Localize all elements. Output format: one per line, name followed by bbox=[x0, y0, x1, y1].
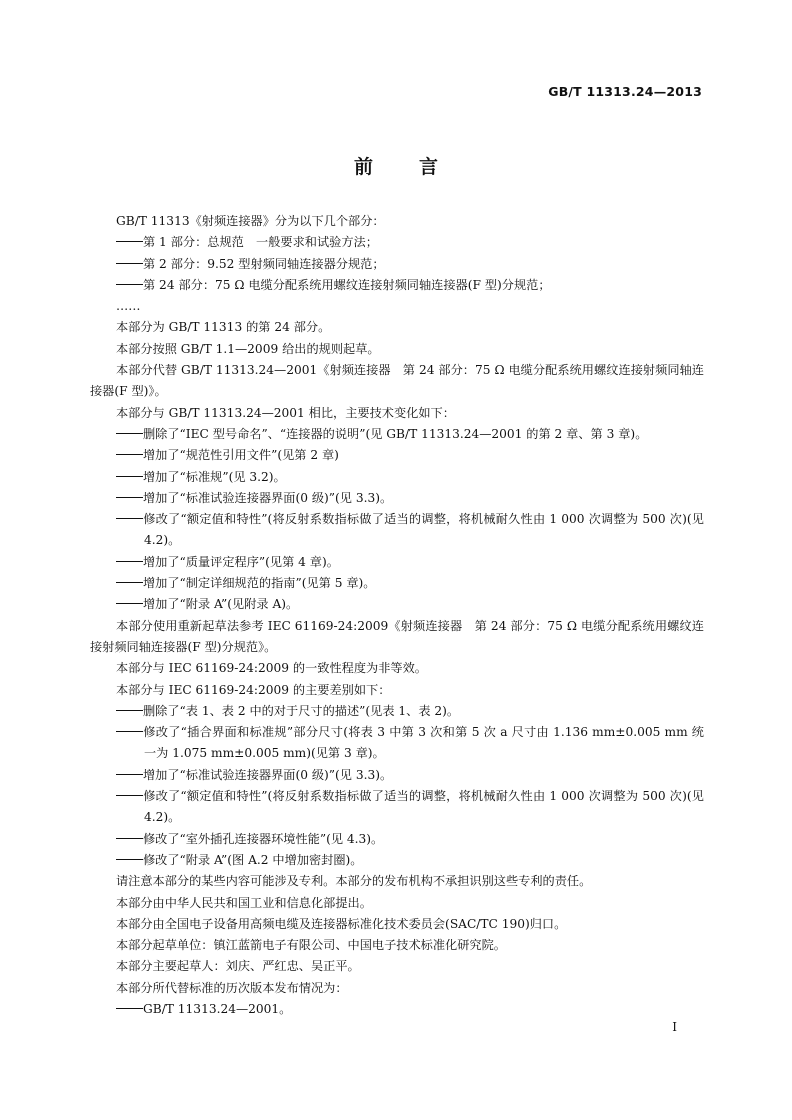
list-item: 修改了“额定值和特性”(将反射系数指标做了适当的调整，将机械耐久性由 1 000 次调整为 500 次)(见 4.2)。 bbox=[116, 786, 704, 829]
list-item: 删除了“IEC 型号命名”、“连接器的说明”(见 GB/T 11313.24—2001 的第 2 章、第 3 章)。 bbox=[116, 424, 704, 445]
list-item: 增加了“制定详细规范的指南”(见第 5 章)。 bbox=[116, 573, 704, 594]
paragraph: 本部分所代替标准的历次版本发布情况为： bbox=[116, 980, 348, 995]
list-item: 增加了“标准试验连接器界面(0 级)”(见 3.3)。 bbox=[116, 488, 704, 509]
paragraph: 本部分按照 GB/T 1.1—2009 给出的规则起草。 bbox=[116, 341, 380, 356]
paragraph: 本部分主要起草人：刘庆、严红忠、吴正平。 bbox=[116, 959, 360, 974]
list-item: 增加了“质量评定程序”(见第 4 章)。 bbox=[116, 552, 704, 573]
paragraph: 本部分为 GB/T 11313 的第 24 部分。 bbox=[116, 320, 331, 335]
list-item: 第 24 部分：75 Ω 电缆分配系统用螺纹连接射频同轴连接器(F 型)分规范； bbox=[116, 275, 704, 296]
ellipsis: …… bbox=[116, 299, 141, 314]
list-item: 增加了“附录 A”(见附录 A)。 bbox=[116, 594, 704, 615]
paragraph: GB/T 11313《射频连接器》分为以下几个部分： bbox=[116, 214, 385, 228]
dash-icon bbox=[116, 859, 143, 860]
dash-icon bbox=[116, 731, 143, 732]
dash-icon bbox=[116, 838, 143, 839]
dash-icon bbox=[116, 241, 143, 242]
paragraph: 本部分由全国电子设备用高频电缆及连接器标准化技术委员会(SAC/TC 190)归口。 bbox=[116, 916, 567, 931]
page-number: I bbox=[672, 1020, 677, 1034]
dash-icon bbox=[116, 603, 143, 604]
dash-icon bbox=[116, 795, 143, 796]
list-item: 增加了“标准规”(见 3.2)。 bbox=[116, 467, 704, 488]
list-item: 修改了“室外插孔连接器环境性能”(见 4.3)。 bbox=[116, 829, 704, 850]
dash-icon bbox=[116, 284, 143, 285]
list-item: 增加了“标准试验连接器界面(0 级)”(见 3.3)。 bbox=[116, 765, 704, 786]
paragraph: 本部分与 GB/T 11313.24—2001 相比，主要技术变化如下： bbox=[116, 405, 455, 420]
list-item: GB/T 11313.24—2001。 bbox=[116, 999, 704, 1020]
list-item: 第 1 部分：总规范 一般要求和试验方法； bbox=[116, 232, 704, 253]
dash-icon bbox=[116, 1008, 143, 1009]
paragraph: 本部分与 IEC 61169-24:2009 的一致性程度为非等效。 bbox=[116, 661, 427, 676]
dash-icon bbox=[116, 433, 143, 434]
list-item: 修改了“附录 A”(图 A.2 中增加密封圈)。 bbox=[116, 850, 704, 871]
dash-icon bbox=[116, 582, 143, 583]
dash-icon bbox=[116, 518, 143, 519]
paragraph: 本部分使用重新起草法参考 IEC 61169-24:2009《射频连接器 第 24 部分：75 Ω 电缆分配系统用螺纹连接射频同轴连接器(F 型)分规范》。 bbox=[90, 618, 704, 654]
foreword-body bbox=[90, 211, 704, 1020]
paragraph: 请注意本部分的某些内容可能涉及专利。本部分的发布机构不承担识别这些专利的责任。 bbox=[116, 874, 592, 889]
dash-icon bbox=[116, 263, 143, 264]
paragraph: 本部分起草单位：镇江蓝箭电子有限公司、中国电子技术标准化研究院。 bbox=[116, 938, 506, 953]
list-item: 修改了“插合界面和标准规”部分尺寸(将表 3 中第 3 次和第 5 次 a 尺寸由 1.136 mm±0.005 mm 统一为 1.075 mm±0.005 mm)(见第 3 章)。 bbox=[116, 722, 704, 765]
dash-icon bbox=[116, 476, 143, 477]
dash-icon bbox=[116, 497, 143, 498]
list-item: 修改了“额定值和特性”(将反射系数指标做了适当的调整，将机械耐久性由 1 000 次调整为 500 次)(见 4.2)。 bbox=[116, 509, 704, 552]
paragraph: 本部分由中华人民共和国工业和信息化部提出。 bbox=[116, 895, 372, 910]
dash-icon bbox=[116, 710, 143, 711]
standard-code-header: GB/T 11313.24—2013 bbox=[548, 84, 702, 99]
dash-icon bbox=[116, 454, 143, 455]
dash-icon bbox=[116, 774, 143, 775]
paragraph: 本部分与 IEC 61169-24:2009 的主要差别如下： bbox=[116, 682, 391, 697]
page-title: 前言 bbox=[353, 156, 484, 178]
list-item: 第 2 部分：9.52 型射频同轴连接器分规范； bbox=[116, 254, 704, 275]
dash-icon bbox=[116, 561, 143, 562]
list-item: 删除了“表 1、表 2 中的对于尺寸的描述”(见表 1、表 2)。 bbox=[116, 701, 704, 722]
paragraph: 本部分代替 GB/T 11313.24—2001《射频连接器 第 24 部分：75 Ω 电缆分配系统用螺纹连接射频同轴连接器(F 型)》。 bbox=[90, 363, 704, 399]
list-item: 增加了“规范性引用文件”(见第 2 章) bbox=[116, 445, 704, 466]
